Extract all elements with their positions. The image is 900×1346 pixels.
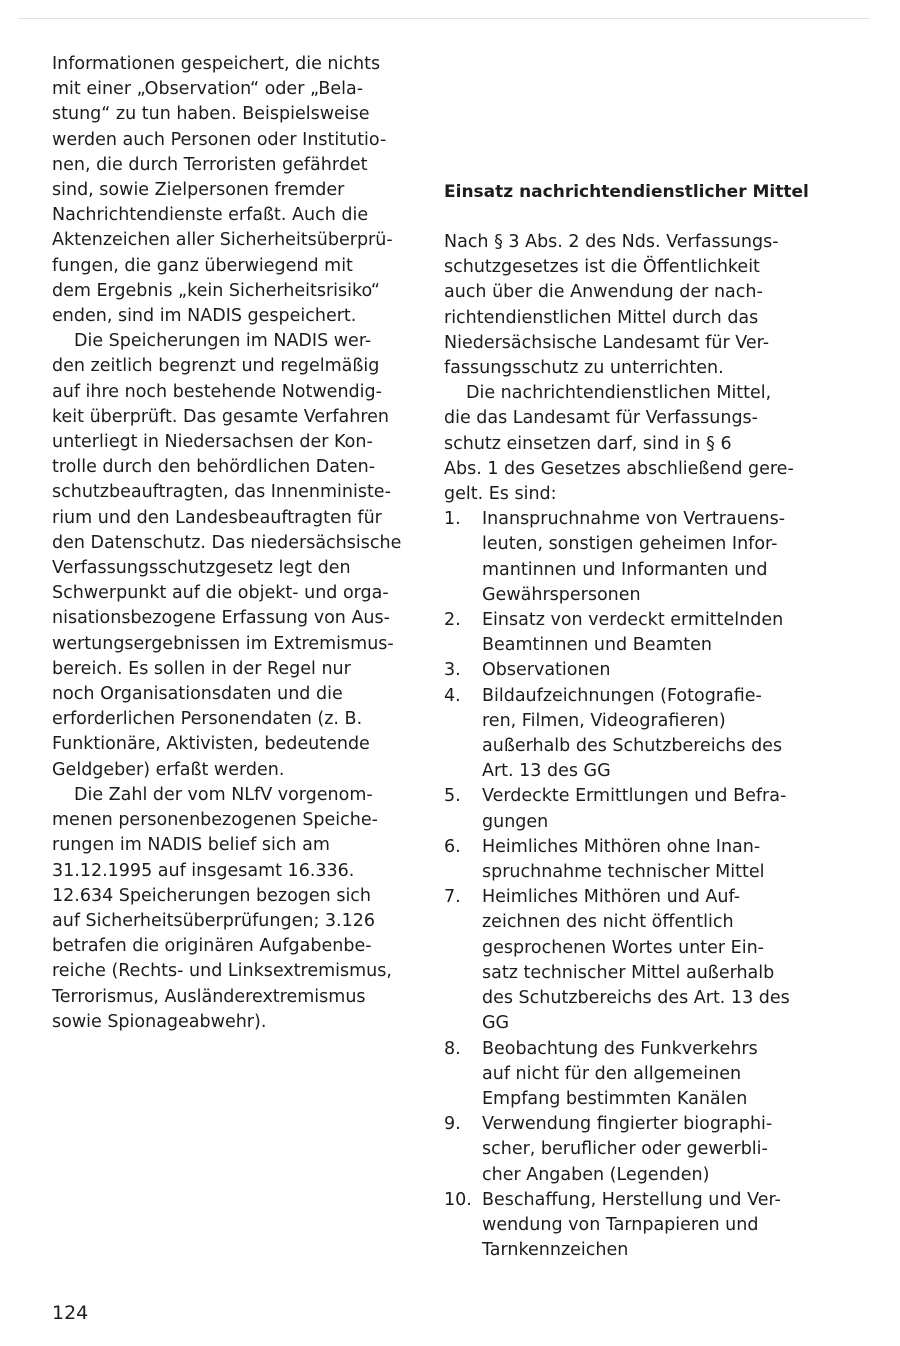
text-line: rium und den Landesbeauftragten für (52, 507, 382, 528)
text-line: auch über die Anwendung der nach- (444, 282, 763, 303)
list-item (444, 658, 816, 683)
list-item (444, 1188, 816, 1264)
text-line: auf Sicherheitsüberprüfungen; 3.126 (52, 910, 375, 931)
list-text-line: Tarnkennzeichen (482, 1240, 629, 1261)
list-text (482, 608, 816, 658)
text-line: Funktionäre, Aktivisten, bedeutende (52, 734, 370, 755)
list-text-line: wendung von Tarnpapieren und (482, 1214, 759, 1235)
text-line: nisationsbezogene Erfassung von Aus- (52, 608, 390, 629)
means-list (444, 507, 816, 1263)
list-text-line: Verwendung fingierter biographi- (482, 1114, 773, 1135)
text-line: schutz einsetzen darf, sind in § 6 (444, 433, 732, 454)
list-text-line: spruchnahme technischer Mittel (482, 862, 765, 883)
list-item (444, 784, 816, 834)
list-text-line: GG (482, 1013, 510, 1034)
list-text-line: Art. 13 des GG (482, 761, 611, 782)
right-column (444, 230, 816, 1263)
text-line: fungen, die ganz überwiegend mit (52, 255, 353, 276)
list-text-line: des Schutzbereichs des Art. 13 des (482, 988, 790, 1009)
text-line: Geldgeber) erfaßt werden. (52, 759, 285, 780)
text-line: dem Ergebnis „kein Sicherheitsrisiko“ (52, 280, 380, 301)
list-text-line: Gewährspersonen (482, 584, 641, 605)
list-text-line: Empfang bestimmten Kanälen (482, 1088, 748, 1109)
list-text (482, 658, 816, 683)
section-heading: Einsatz nachrichtendienstlicher Mittel (444, 182, 809, 202)
text-line: werden auch Personen oder Institutio- (52, 129, 387, 150)
list-text (482, 885, 816, 1036)
text-line: trolle durch den behördlichen Daten- (52, 457, 376, 478)
list-text-line: gesprochenen Wortes unter Ein- (482, 937, 764, 958)
text-line: Nachrichtendienste erfaßt. Auch die (52, 205, 369, 226)
text-line: rungen im NADIS belief sich am (52, 835, 330, 856)
list-text-line: leuten, sonstigen geheimen Infor- (482, 534, 778, 555)
text-line: stung“ zu tun haben. Beispielsweise (52, 104, 370, 125)
list-number: 6. (444, 836, 461, 857)
text-line: reiche (Rechts- und Linksextremismus, (52, 961, 392, 982)
text-line: Abs. 1 des Gesetzes abschließend gere- (444, 458, 794, 479)
text-line: keit überprüft. Das gesamte Verfahren (52, 406, 390, 427)
list-item (444, 684, 816, 785)
text-line: betrafen die originären Aufgabenbe- (52, 936, 372, 957)
text-line: auf ihre noch bestehende Notwendig- (52, 381, 382, 402)
list-text (482, 1188, 816, 1264)
list-text (482, 784, 816, 834)
list-text-line: Beschaffung, Herstellung und Ver- (482, 1189, 781, 1210)
list-item (444, 835, 816, 885)
text-line: schutzgesetzes ist die Öffentlichkeit (444, 257, 760, 278)
left-column (52, 52, 414, 1035)
text-line: Die nachrichtendienstlichen Mittel, (466, 383, 772, 404)
text-line: fassungsschutz zu unterrichten. (444, 358, 724, 379)
text-line: richtendienstlichen Mittel durch das (444, 307, 759, 328)
list-number: 3. (444, 660, 461, 681)
list-text-line: Einsatz von verdeckt ermittelnden (482, 610, 784, 631)
text-line: wertungsergebnissen im Extremismus- (52, 633, 394, 654)
text-line: 31.12.1995 auf insgesamt 16.336. (52, 860, 355, 881)
text-line: die das Landesamt für Verfassungs- (444, 408, 758, 429)
text-line: erforderlichen Personendaten (z. B. (52, 709, 363, 730)
text-line: noch Organisationsdaten und die (52, 684, 343, 705)
list-text-line: gungen (482, 811, 549, 832)
text-line: mit einer „Observation“ oder „Bela- (52, 79, 364, 100)
text-line: sowie Spionageabwehr). (52, 1011, 267, 1032)
list-item (444, 1037, 816, 1113)
list-number: 9. (444, 1114, 461, 1135)
page-number: 124 (52, 1302, 89, 1324)
text-line: bereich. Es sollen in der Regel nur (52, 658, 351, 679)
text-line: den zeitlich begrenzt und regelmäßig (52, 356, 380, 377)
list-text (482, 1037, 816, 1113)
list-item (444, 507, 816, 608)
list-text-line: Heimliches Mithören und Auf- (482, 887, 741, 908)
list-text-line: zeichnen des nicht öffentlich (482, 912, 734, 933)
list-number: 7. (444, 887, 461, 908)
text-line: Niedersächsische Landesamt für Ver- (444, 332, 770, 353)
list-text-line: ren, Filmen, Videografieren) (482, 710, 726, 731)
text-line: gelt. Es sind: (444, 484, 557, 505)
list-number: 4. (444, 685, 461, 706)
text-line: Informationen gespeichert, die nichts (52, 54, 381, 74)
list-text-line: mantinnen und Informanten und (482, 559, 768, 580)
list-item (444, 1112, 816, 1188)
list-text-line: Verdeckte Ermittlungen und Befra- (482, 786, 787, 807)
text-line: enden, sind im NADIS gespeichert. (52, 306, 357, 327)
list-text-line: cher Angaben (Legenden) (482, 1164, 710, 1185)
list-number: 10. (444, 1189, 472, 1210)
text-line: Die Zahl der vom NLfV vorgenom- (74, 784, 373, 805)
list-item (444, 885, 816, 1036)
text-line: Aktenzeichen aller Sicherheitsüberprü- (52, 230, 393, 251)
list-text (482, 835, 816, 885)
list-text-line: satz technischer Mittel außerhalb (482, 962, 775, 983)
list-text-line: auf nicht für den allgemeinen (482, 1063, 742, 1084)
list-text-line: Inanspruchnahme von Vertrauens- (482, 509, 786, 530)
top-rule (18, 18, 870, 19)
list-number: 8. (444, 1038, 461, 1059)
list-number: 2. (444, 610, 461, 631)
text-line: schutzbeauftragten, das Innenministe- (52, 482, 391, 503)
text-line: nen, die durch Terroristen gefährdet (52, 154, 368, 175)
text-line: Schwerpunkt auf die objekt- und orga- (52, 583, 389, 604)
text-line: menen personenbezogenen Speiche- (52, 810, 378, 831)
list-text (482, 1112, 816, 1188)
list-item (444, 608, 816, 658)
list-text-line: außerhalb des Schutzbereichs des (482, 736, 783, 757)
text-line: Nach § 3 Abs. 2 des Nds. Verfassungs- (444, 232, 779, 252)
list-text-line: Beamtinnen und Beamten (482, 635, 712, 656)
list-text-line: Bildaufzeichnungen (Fotografie- (482, 685, 762, 706)
list-text-line: Beobachtung des Funkverkehrs (482, 1038, 758, 1059)
text-line: sind, sowie Zielpersonen fremder (52, 180, 345, 201)
list-text-line: scher, beruflicher oder gewerbli- (482, 1139, 768, 1160)
text-line: Die Speicherungen im NADIS wer- (74, 331, 372, 352)
list-number: 1. (444, 509, 461, 530)
text-line: 12.634 Speicherungen bezogen sich (52, 885, 372, 906)
intro-paragraphs (444, 230, 816, 507)
text-line: den Datenschutz. Das niedersächsische (52, 532, 402, 553)
list-text-line: Observationen (482, 660, 611, 681)
list-text-line: Heimliches Mithören ohne Inan- (482, 836, 761, 857)
text-line: Verfassungsschutzgesetz legt den (52, 558, 351, 579)
text-line: unterliegt in Niedersachsen der Kon- (52, 432, 373, 453)
list-number: 5. (444, 786, 461, 807)
list-text (482, 684, 816, 785)
text-line: Terrorismus, Ausländerextremismus (52, 986, 366, 1007)
list-text (482, 507, 816, 608)
